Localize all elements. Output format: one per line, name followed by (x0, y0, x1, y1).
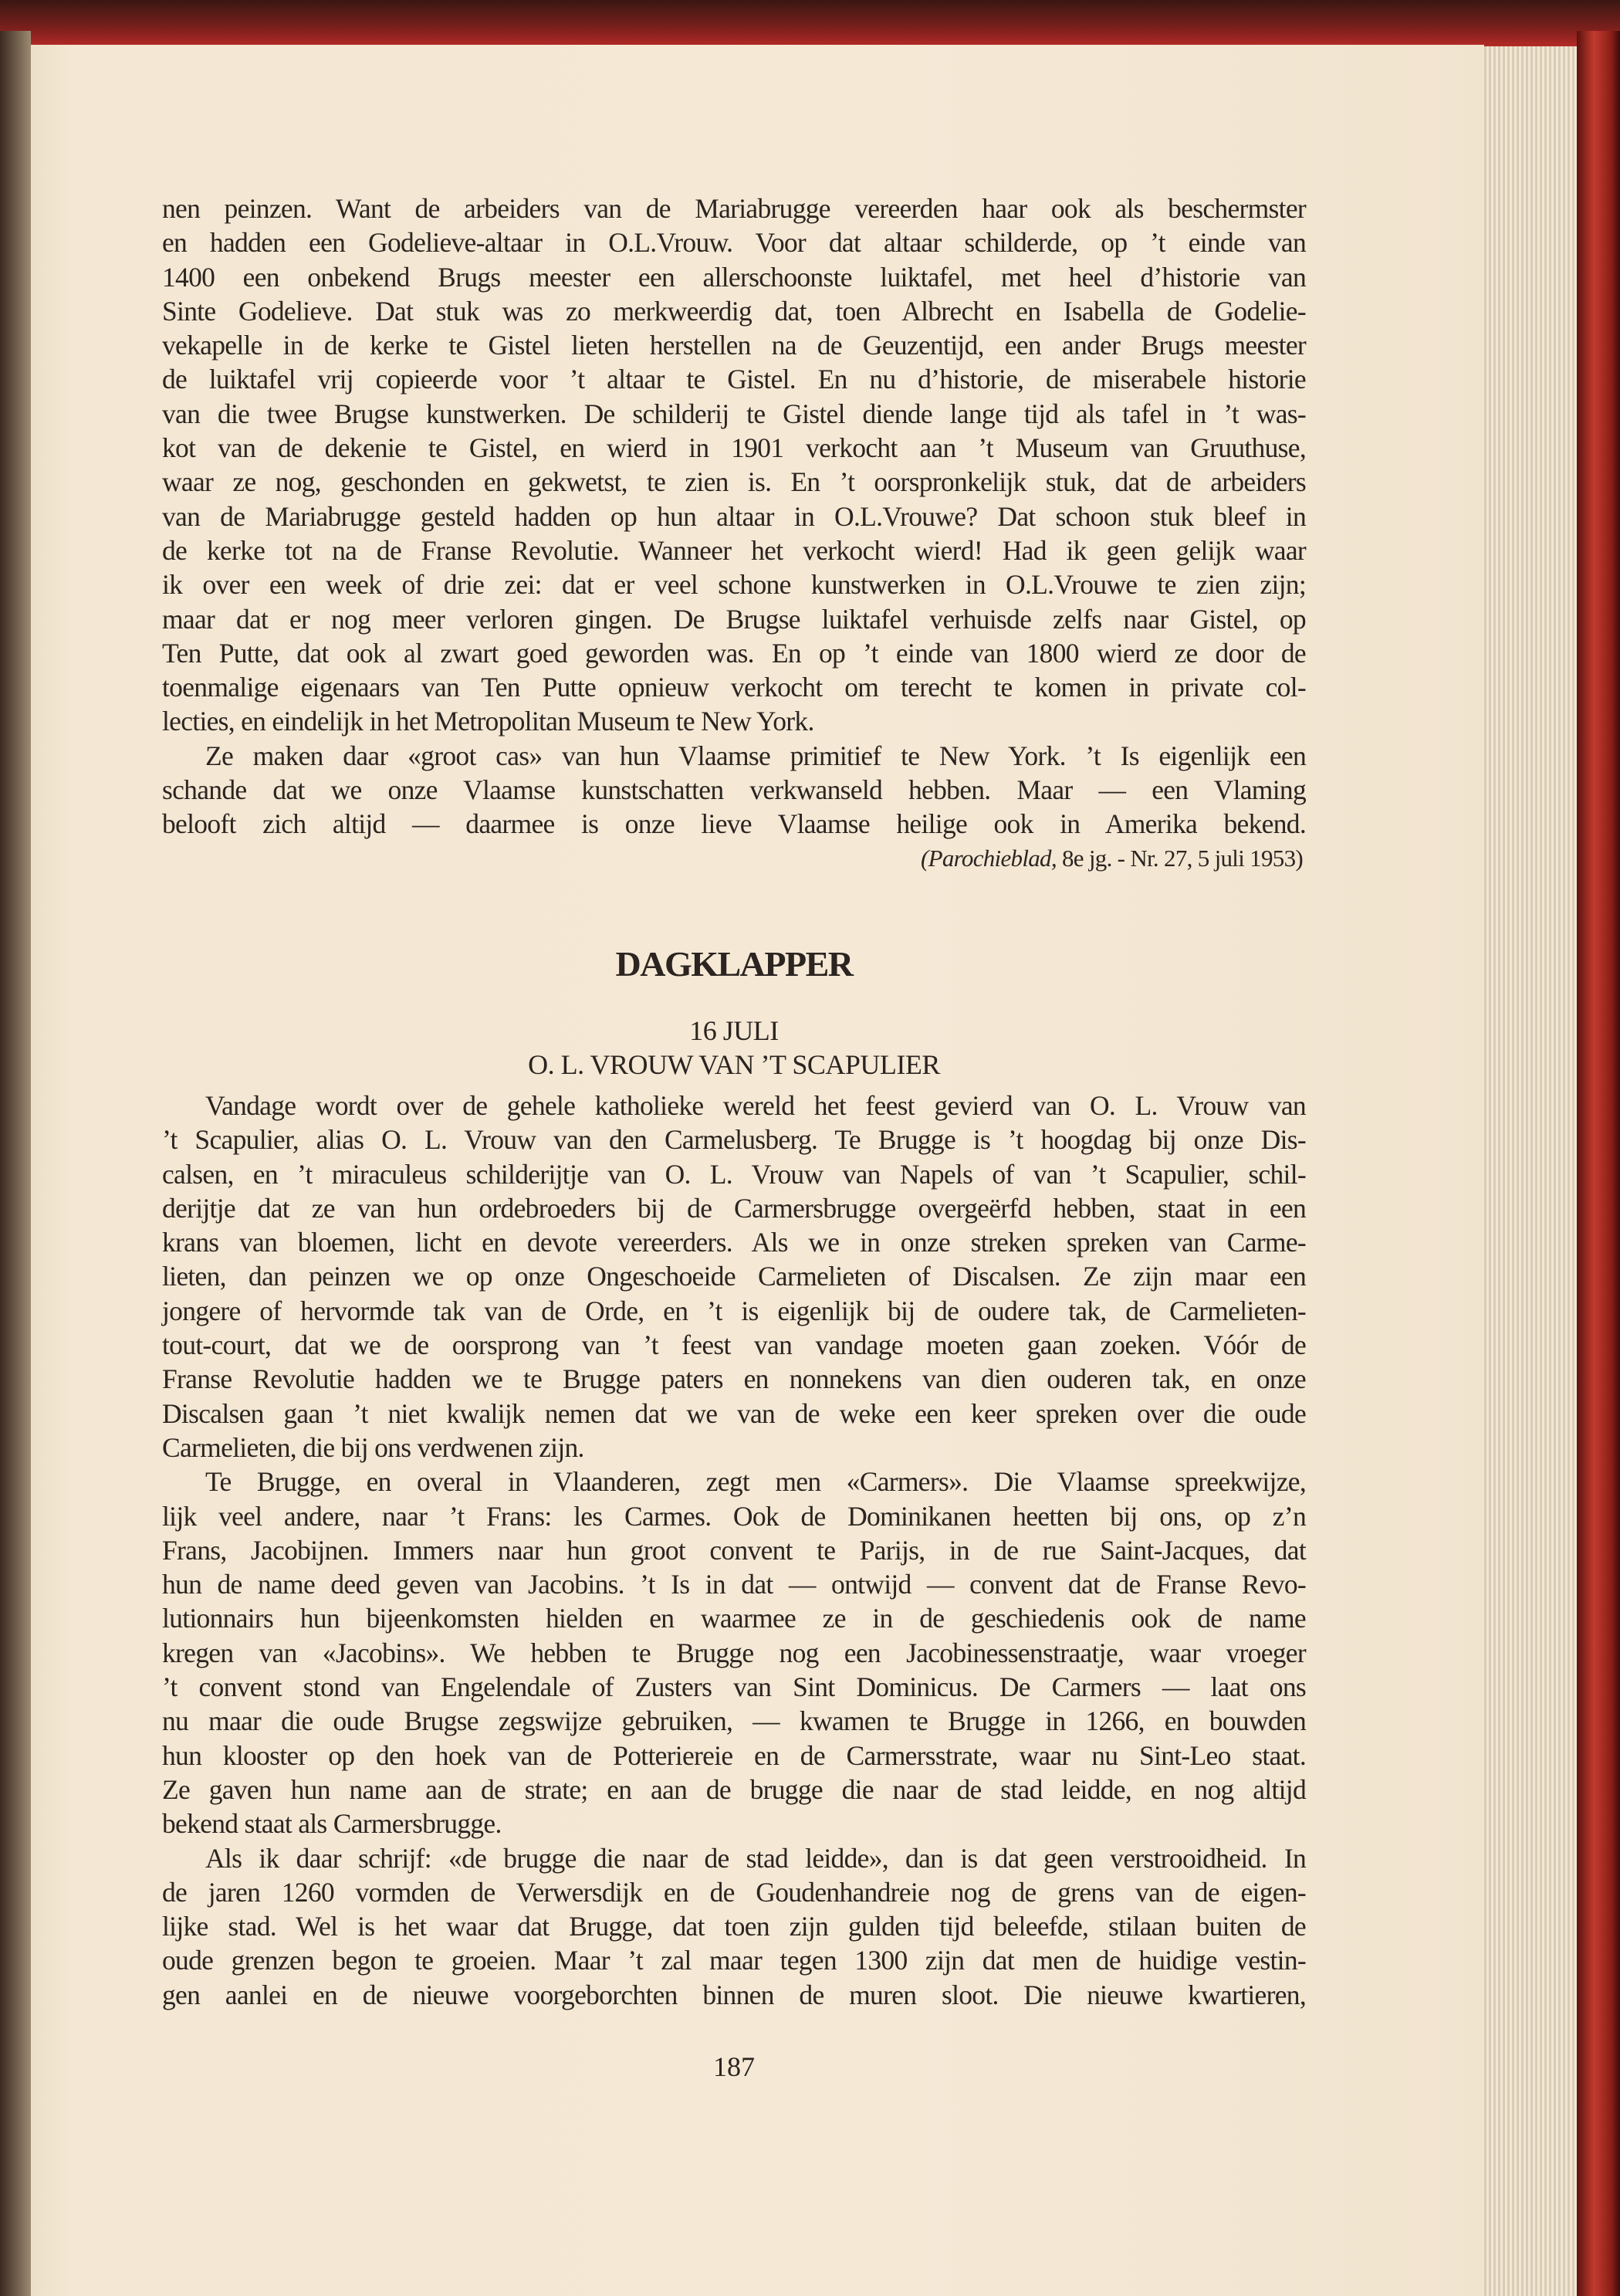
article-continuation (162, 191, 1306, 875)
citation-details: 8e jg. - Nr. 27, 5 juli 1953) (1056, 844, 1303, 872)
text-line: ’t Scapulier, alias O. L. Vrouw van den Carmelusberg. Te Brugge is ’t hoogdag bij onze Dis- (162, 1124, 1306, 1156)
text-line: de luiktafel vrij copieerde voor ’t altaar te Gistel. En nu d’historie, de miserabele historie (162, 364, 1306, 395)
text-line: jongere of hervormde tak van de Orde, en ’t is eigenlijk bij de oudere tak, de Carmelieten- (162, 1295, 1306, 1326)
text-line: tout-court, dat we de oorsprong van ’t feest van vandage moeten gaan zoeken. Vóór de (162, 1329, 1306, 1361)
text-line: lutionnairs hun bijeenkomsten hielden en waarmee ze in de geschiedenis ook de name (162, 1603, 1306, 1634)
text-line: lijke stad. Wel is het waar dat Brugge, dat toen zijn gulden tijd beleefde, stilaan buiten de (162, 1911, 1306, 1942)
left-page-edge (0, 31, 31, 2296)
citation-source: (Parochieblad, (921, 844, 1057, 872)
text-line: belooft zich altijd — daarmee is onze lieve Vlaamse heilige ook in Amerika bekend. (162, 808, 1306, 840)
text-line: schande dat we onze Vlaamse kunstschatten verkwanseld hebben. Maar — een Vlaming (162, 774, 1306, 806)
text-line: van de Mariabrugge gesteld hadden op hun altaar in O.L.Vrouwe? Dat schoon stuk bleef in (162, 500, 1306, 532)
text-line: maar dat er nog meer verloren gingen. De Brugse luiktafel verhuisde zelfs naar Gistel, op (162, 603, 1306, 635)
section-subtitle: O. L. VROUW VAN ’T SCAPULIER (528, 1049, 940, 1080)
text-line: Ze maken daar «groot cas» van hun Vlaamse primitief te New York. ’t Is eigenlijk een (205, 740, 1306, 771)
text-line: vekapelle in de kerke te Gistel lieten herstellen na de Geuzentijd, een ander Brugs meester (162, 330, 1306, 361)
text-line: lecties, en eindelijk in het Metropolitan Museum te New York. (162, 706, 814, 737)
red-book-cover (1577, 31, 1620, 2296)
text-line: nu maar die oude Brugse zegswijze gebruiken, — kwamen te Brugge in 1266, en bouwden (162, 1705, 1306, 1737)
text-line: de kerke tot na de Franse Revolutie. Wanneer het verkocht wierd! Had ik geen gelijk waar (162, 534, 1306, 566)
text-line: en hadden een Godelieve-altaar in O.L.Vrouw. Voor dat altaar schilderde, op ’t einde van (162, 227, 1306, 259)
text-line: Vandage wordt over de gehele katholieke wereld het feest gevierd van O. L. Vrouw van (205, 1090, 1306, 1121)
text-line: calsen, en ’t miraculeus schilderijtje van O. L. Vrouw van Napels of van ’t Scapulier, schil- (162, 1158, 1306, 1190)
text-line: kot van de dekenie te Gistel, en wierd in 1901 verkocht aan ’t Museum van Gruuthuse, (162, 432, 1306, 464)
text-line: bekend staat als Carmersbrugge. (162, 1808, 502, 1840)
text-line: Carmelieten, die bij ons verdwenen zijn. (162, 1431, 584, 1463)
text-line: Als ik daar schrijf: «de brugge die naar de stad leidde», dan is dat geen verstrooidheid. In (205, 1842, 1306, 1874)
dagklapper-text (162, 1089, 1306, 2012)
book-top-edge (0, 0, 1620, 46)
text-line: Te Brugge, en overal in Vlaanderen, zegt men «Carmers». Die Vlaamse spreekwijze, (205, 1466, 1306, 1498)
text-line: lijk veel andere, naar ’t Frans: les Carmes. Ook de Dominikanen heetten bij ons, op z’n (162, 1500, 1306, 1532)
paragraph (162, 1089, 1306, 1465)
page-edges-stack (1484, 46, 1577, 2296)
text-line: Ze gaven hun name aan de strate; en aan de brugge die naar de stad leidde, en nog altijd (162, 1773, 1306, 1805)
text-line: krans van bloemen, licht en devote vereerders. Als we in onze streken spreken van Carme- (162, 1227, 1306, 1258)
text-line: hun de name deed geven van Jacobins. ’t Is in dat — ontwijd — convent dat de Franse Revo- (162, 1569, 1306, 1600)
text-line: Frans, Jacobijnen. Immers naar hun groot convent te Parijs, in de rue Saint-Jacques, dat (162, 1534, 1306, 1566)
text-line: Sinte Godelieve. Dat stuk was zo merkweerdig dat, toen Albrecht en Isabella de Godelie- (162, 295, 1306, 327)
text-line: Ten Putte, dat ook al zwart goed geworden was. En op ’t einde van 1800 wierd ze door de (162, 637, 1306, 669)
text-line: waar ze nog, geschonden en gekwetst, te zien is. En ’t oorspronkelijk stuk, dat de arbeiders (162, 466, 1306, 498)
paragraph (162, 1841, 1306, 2012)
page-number: 187 (713, 2051, 755, 2082)
section-title: DAGKLAPPER (615, 944, 853, 984)
paragraph (162, 1465, 1306, 1841)
text-line: kregen van «Jacobins». We hebben te Brugge nog een Jacobinessenstraatje, waar vroeger (162, 1637, 1306, 1668)
text-line: toenmalige eigenaars van Ten Putte opnieuw verkocht om terecht te komen in private col- (162, 672, 1306, 703)
text-line: oude grenzen begon te groeien. Maar ’t zal maar tegen 1300 zijn dat men de huidige vestin- (162, 1945, 1306, 1976)
text-line: ik over een week of drie zei: dat er veel schone kunstwerken in O.L.Vrouwe te zien zijn; (162, 569, 1306, 601)
paragraph (162, 191, 1306, 739)
text-line: lieten, dan peinzen we op onze Ongeschoeide Carmelieten of Discalsen. Ze zijn maar een (162, 1261, 1306, 1292)
text-line: van die twee Brugse kunstwerken. De schilderij te Gistel diende lange tijd als tafel in ’t was- (162, 398, 1306, 429)
text-line: Discalsen gaan ’t niet kwalijk nemen dat we van de weke een keer spreken over die oude (162, 1397, 1306, 1429)
paragraph (162, 739, 1306, 842)
text-line: ’t convent stond van Engelendale of Zusters van Sint Dominicus. De Carmers — laat ons (162, 1671, 1306, 1703)
section-date: 16 JULI (689, 1015, 779, 1046)
text-line: de jaren 1260 vormden de Verwersdijk en de Goudenhandreie nog de grens van de eigen- (162, 1876, 1306, 1908)
citation (162, 842, 1306, 875)
text-line: nen peinzen. Want de arbeiders van de Mariabrugge vereerden haar ook als beschermster (162, 193, 1306, 224)
text-line: gen aanlei en de nieuwe voorgeborchten binnen de muren sloot. Die nieuwe kwartieren, (162, 1979, 1306, 2010)
text-line: 1400 een onbekend Brugs meester een allerschoonste luiktafel, met heel d’historie van (162, 261, 1306, 293)
text-line: derijtje dat ze van hun ordebroeders bij de Carmersbrugge overgeërfd hebben, staat in een (162, 1192, 1306, 1224)
text-line: Franse Revolutie hadden we te Brugge paters en nonnekens van dien ouderen tak, en onze (162, 1363, 1306, 1395)
text-line: hun klooster op den hoek van de Potteriereie en de Carmersstrate, waar nu Sint-Leo staat. (162, 1739, 1306, 1771)
